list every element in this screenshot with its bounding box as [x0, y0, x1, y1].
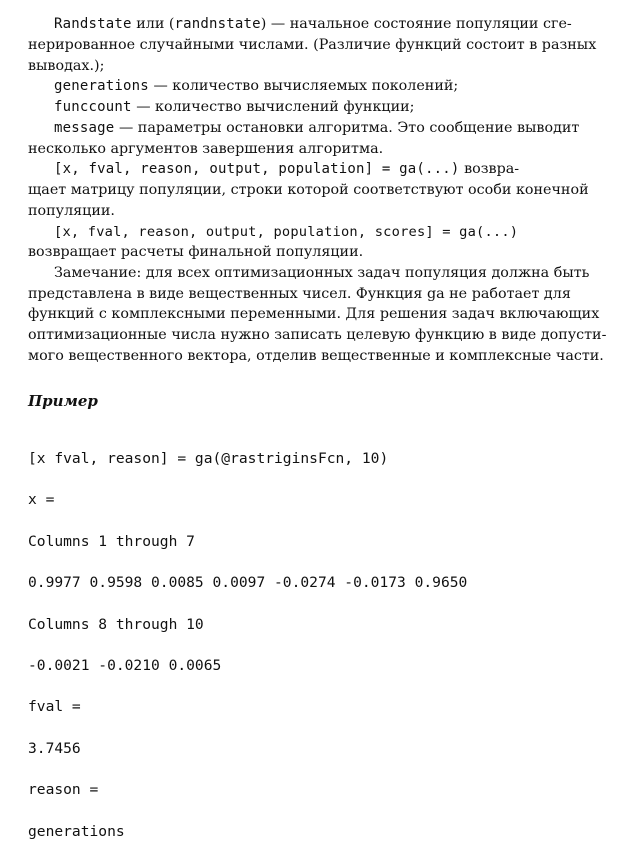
- x-label-line: x =: [28, 491, 55, 508]
- example-heading: Пример: [28, 392, 98, 410]
- reason-label-line: reason =: [28, 781, 99, 798]
- randstate-line-1: Randstate или (randnstate) — начальное состояние популяции сге-: [54, 16, 572, 32]
- note-line-5: мого вещественного вектора, отделив вещественные и комплексные части.: [28, 348, 604, 364]
- x-values-1-line: 0.9977 0.9598 0.0085 0.0097 -0.0274 -0.0173 0.9650: [28, 574, 468, 591]
- note-line-2: представлена в виде вещественных чисел. Функция ga не работает для: [28, 286, 571, 302]
- population-call-line-2: щает матрицу популяции, строки которой соответствуют особи конечной: [28, 182, 589, 198]
- columns-8-10-line: Columns 8 through 10: [28, 616, 204, 633]
- generations-line: generations — количество вычисляемых поколений;: [54, 78, 459, 94]
- note-line-1: Замечание: для всех оптимизационных задач популяция должна быть: [54, 265, 590, 281]
- scores-call-line-2: возвращает расчеты финальной популяции.: [28, 244, 364, 260]
- message-line-1: message — параметры остановки алгоритма. Это сообщение выводит: [54, 120, 580, 136]
- note-line-3: функций с комплексными переменными. Для решения задач включающих: [28, 306, 600, 322]
- x-values-2-line: -0.0021 -0.0210 0.0065: [28, 657, 222, 674]
- population-call-line-3: популяции.: [28, 203, 115, 219]
- note-line-4: оптимизационные числа нужно записать целевую функцию в виде допусти-: [28, 327, 607, 343]
- message-code: message: [54, 120, 115, 136]
- randstate-code: Randstate: [54, 16, 132, 32]
- scores-call-code: [x, fval, reason, output, population, scores] = ga(...): [54, 224, 519, 240]
- population-call-code: [x, fval, reason, output, population] = ga(...): [54, 161, 460, 177]
- message-line-2: несколько аргументов завершения алгоритма.: [28, 141, 384, 157]
- generations-code: generations: [54, 78, 149, 94]
- fval-label-line: fval =: [28, 698, 81, 715]
- population-call-line-1: [x, fval, reason, output, population] = ga(...) возвра-: [54, 161, 520, 177]
- randstate-line-2: нерированное случайными числами. (Различие функций состоит в разных: [28, 37, 597, 53]
- reason-value-line: generations: [28, 823, 125, 840]
- funccount-line: funccount — количество вычислений функции;: [54, 99, 415, 115]
- scores-call-line-1: [28, 222, 610, 242]
- example-call-line: [x fval, reason] = ga(@rastriginsFcn, 10): [28, 450, 389, 467]
- randnstate-code: randnstate: [174, 16, 261, 32]
- randstate-line-3: выводах.);: [28, 58, 105, 74]
- fval-value-line: 3.7456: [28, 740, 81, 757]
- columns-1-7-line: Columns 1 through 7: [28, 533, 195, 550]
- funccount-code: funccount: [54, 99, 132, 115]
